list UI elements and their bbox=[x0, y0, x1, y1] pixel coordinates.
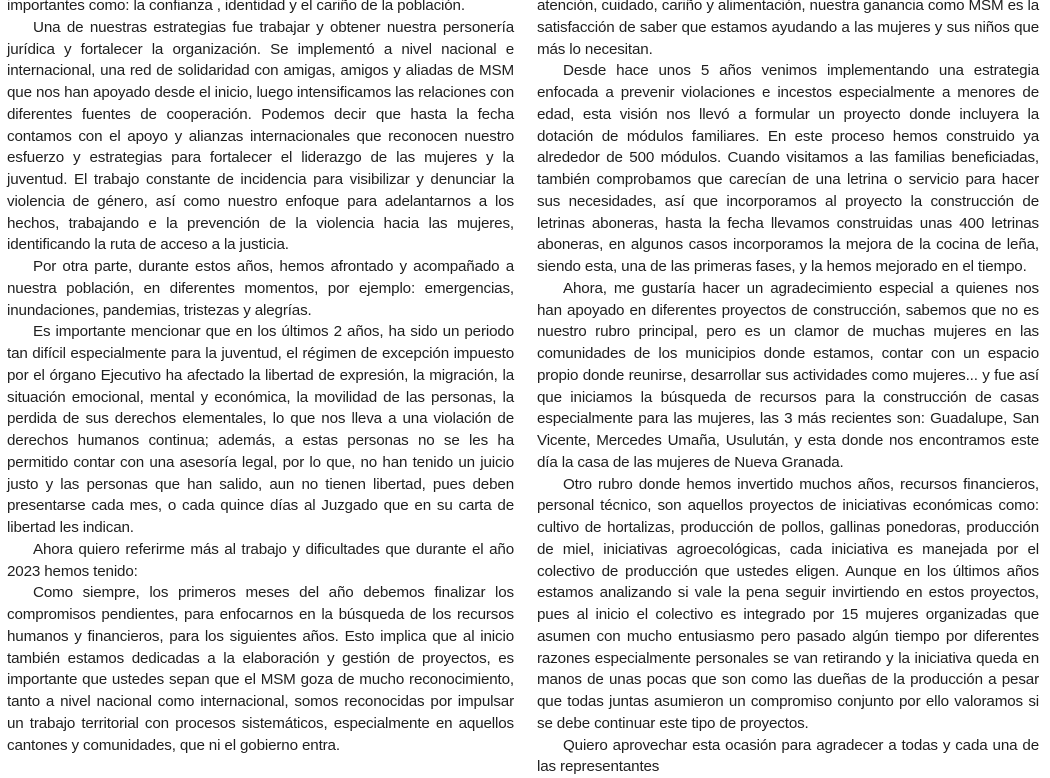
paragraph: Como siempre, los primeros meses del año debemos finalizar los compromisos pendientes, para enfocarnos en la búsqueda de los recursos humanos y financieros, para los siguientes años. Esto implica que al inicio también estamos dedicadas a la elaboración y gestión de proyectos, es importante que ustedes sepan que el MSM goza de mucho reconocimiento, tanto a nivel nacional como internacional, somos reconocidas por impulsar un trabajo territorial con procesos sistemáticos, especialmente en aquellos cantones y comunidades, que ni el gobierno entra. bbox=[7, 582, 514, 756]
paragraph: Quiero aprovechar esta ocasión para agradecer a todas y cada una de las representantes bbox=[537, 735, 1039, 778]
right-text-column bbox=[537, 0, 1039, 778]
left-text-column bbox=[7, 0, 514, 756]
paragraph: Es importante mencionar que en los últimos 2 años, ha sido un periodo tan difícil especialmente para la juventud, el régimen de excepción impuesto por el órgano Ejecutivo ha afectado la libertad de expresión, la migración, la situación emocional, mental y económica, la movilidad de las personas, la perdida de sus derechos elementales, lo que nos lleva a una violación de derechos humanos continua; además, a estas personas no se les ha permitido contar con una asesoría legal, por lo que, no han tenido un juicio justo y las personas que han salido, aun no tienen libertad, pues deben presentarse cada mes, o cada quince días al Juzgado que en su carta de libertad les indican. bbox=[7, 321, 514, 539]
paragraph: atención, cuidado, cariño y alimentación, nuestra ganancia como MSM es la satisfacción de saber que estamos ayudando a las mujeres y sus niños que más lo necesitan. bbox=[537, 0, 1039, 60]
paragraph: importantes como: la confianza , identidad y el cariño de la población. bbox=[7, 0, 514, 17]
paragraph: Una de nuestras estrategias fue trabajar y obtener nuestra personería jurídica y fortalecer la organización. Se implementó a nivel nacional e internacional, una red de solidaridad con amigas, amigos y aliadas de MSM que nos han apoyado desde el inicio, luego intensificamos las relaciones con diferentes fuentes de cooperación. Podemos decir que hasta la fecha contamos con el apoyo y alianzas internacionales que reconocen nuestro esfuerzo y estrategias para fortalecer el liderazgo de las mujeres y la juventud. El trabajo constante de incidencia para visibilizar y denunciar la violencia de género, así como nuestro enfoque para adelantarnos a los hechos, trabajando e la prevención de la violencia hacia las mujeres, identificando la ruta de acceso a la justicia. bbox=[7, 17, 514, 256]
paragraph: Ahora, me gustaría hacer un agradecimiento especial a quienes nos han apoyado en diferentes proyectos de construcción, sabemos que no es nuestro rubro principal, pero es un clamor de muchas mujeres en las comunidades de los municipios donde estamos, contar con un espacio propio donde reunirse, desarrollar sus actividades como mujeres... y fue así que iniciamos la búsqueda de recursos para la construcción de casas especialmente para las mujeres, las 3 más recientes son: Guadalupe, San Vicente, Mercedes Umaña, Usulután, y esta donde nos encontramos este día la casa de las mujeres de Nueva Granada. bbox=[537, 278, 1039, 474]
paragraph: Por otra parte, durante estos años, hemos afrontado y acompañado a nuestra población, en diferentes momentos, por ejemplo: emergencias, inundaciones, pandemias, tristezas y alegrías. bbox=[7, 256, 514, 321]
paragraph: Desde hace unos 5 años venimos implementando una estrategia enfocada a prevenir violaciones e incestos especialmente a menores de edad, esta visión nos llevó a formular un proyecto donde incluyera la dotación de módulos familiares. En este proceso hemos construido ya alrededor de 500 módulos. Cuando visitamos a las familias beneficiadas, también comprobamos que carecían de una letrina o servicio para hacer sus necesidades, así que incorporamos al proyecto la construcción de letrinas aboneras, hasta la fecha llevamos construidas unas 400 letrinas aboneras, en algunos casos incorporamos la mejora de la cocina de leña, siendo esta, una de las primeras fases, y la hemos mejorado en el tiempo. bbox=[537, 60, 1039, 278]
paragraph: Otro rubro donde hemos invertido muchos años, recursos financieros, personal técnico, son aquellos proyectos de iniciativas económicas como: cultivo de hortalizas, producción de pollos, gallinas ponedoras, producción de miel, iniciativas agroecológicas, cada iniciativa es manejada por el colectivo de producción que ustedes eligen. Aunque en los últimos años estamos analizando si vale la pena seguir invirtiendo en estos proyectos, pues al inicio el colectivo es integrado por 15 mujeres organizadas que asumen con mucho entusiasmo pero pasado algún tiempo por diferentes razones especialmente personales se van retirando y la iniciativa queda en manos de unas pocas que son como las dueñas de la producción a pesar que todas juntas asumieron un compromiso conjunto por ello valoramos si se debe continuar este tipo de proyectos. bbox=[537, 474, 1039, 735]
paragraph: Ahora quiero referirme más al trabajo y dificultades que durante el año 2023 hemos tenido: bbox=[7, 539, 514, 583]
